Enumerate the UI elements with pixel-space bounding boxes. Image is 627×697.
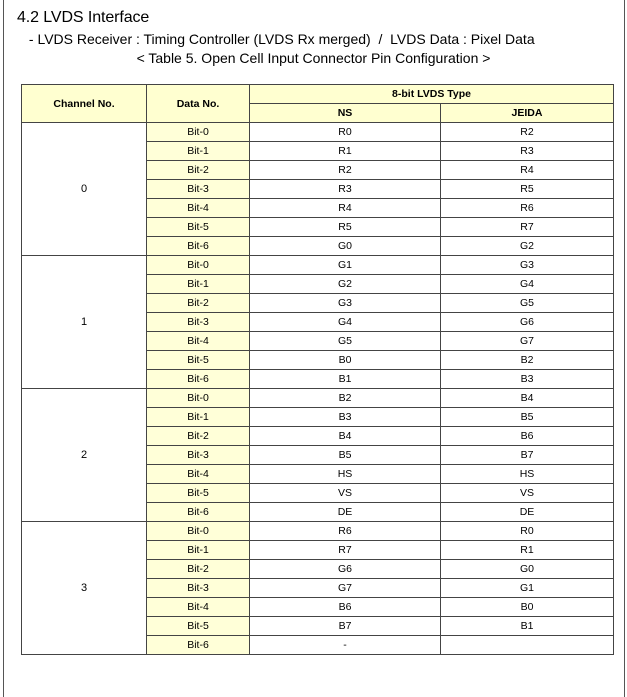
jeida-value-cell: B5 [441, 408, 614, 427]
table-row [22, 522, 614, 541]
channel-number-cell: 0 [22, 123, 147, 256]
jeida-value-cell: DE [441, 503, 614, 522]
ns-value-cell: B6 [250, 598, 441, 617]
jeida-value-cell: R0 [441, 522, 614, 541]
data-bit-cell: Bit-1 [147, 541, 250, 560]
jeida-value-cell: B0 [441, 598, 614, 617]
jeida-value-cell: R4 [441, 161, 614, 180]
channel-number-cell: 2 [22, 389, 147, 522]
jeida-value-cell: R1 [441, 541, 614, 560]
jeida-value-cell: G2 [441, 237, 614, 256]
pin-configuration-table [21, 84, 614, 655]
data-bit-cell: Bit-1 [147, 142, 250, 161]
data-bit-cell: Bit-0 [147, 522, 250, 541]
data-bit-cell: Bit-5 [147, 218, 250, 237]
data-bit-cell: Bit-2 [147, 427, 250, 446]
jeida-value-cell: B3 [441, 370, 614, 389]
ns-value-cell: G4 [250, 313, 441, 332]
ns-value-cell: R7 [250, 541, 441, 560]
data-bit-cell: Bit-0 [147, 389, 250, 408]
ns-value-cell: G1 [250, 256, 441, 275]
ns-value-cell: VS [250, 484, 441, 503]
ns-value-cell: R2 [250, 161, 441, 180]
jeida-value-cell: VS [441, 484, 614, 503]
jeida-value-cell: G1 [441, 579, 614, 598]
data-bit-cell: Bit-3 [147, 180, 250, 199]
table-row [22, 389, 614, 408]
jeida-value-cell: G4 [441, 275, 614, 294]
ns-value-cell: R4 [250, 199, 441, 218]
table-body [22, 123, 614, 655]
ns-value-cell: B7 [250, 617, 441, 636]
data-bit-cell: Bit-5 [147, 617, 250, 636]
data-bit-cell: Bit-6 [147, 370, 250, 389]
ns-value-cell: DE [250, 503, 441, 522]
jeida-value-cell: R3 [441, 142, 614, 161]
table-caption: < Table 5. Open Cell Input Connector Pin Configuration > [136, 50, 491, 66]
ns-value-cell: B4 [250, 427, 441, 446]
jeida-value-cell: R6 [441, 199, 614, 218]
ns-value-cell: - [250, 636, 441, 655]
data-bit-cell: Bit-6 [147, 237, 250, 256]
ns-value-cell: B2 [250, 389, 441, 408]
jeida-value-cell: B2 [441, 351, 614, 370]
data-bit-cell: Bit-0 [147, 123, 250, 142]
jeida-value-cell: HS [441, 465, 614, 484]
ns-value-cell: R1 [250, 142, 441, 161]
ns-value-cell: R5 [250, 218, 441, 237]
ns-value-cell: B3 [250, 408, 441, 427]
data-bit-cell: Bit-5 [147, 484, 250, 503]
ns-value-cell: HS [250, 465, 441, 484]
jeida-value-cell: B7 [441, 446, 614, 465]
jeida-value-cell: G5 [441, 294, 614, 313]
section-subtitle: - LVDS Receiver : Timing Controller (LVDS Rx merged) / LVDS Data : Pixel Data [25, 31, 535, 47]
ns-value-cell: G6 [250, 560, 441, 579]
data-bit-cell: Bit-2 [147, 161, 250, 180]
ns-value-cell: G5 [250, 332, 441, 351]
jeida-value-cell: G3 [441, 256, 614, 275]
channel-number-cell: 1 [22, 256, 147, 389]
data-bit-cell: Bit-6 [147, 636, 250, 655]
data-bit-cell: Bit-4 [147, 598, 250, 617]
data-bit-cell: Bit-3 [147, 579, 250, 598]
jeida-value-cell: G0 [441, 560, 614, 579]
data-bit-cell: Bit-3 [147, 446, 250, 465]
data-bit-cell: Bit-1 [147, 408, 250, 427]
jeida-value-cell [441, 636, 614, 655]
table-row [22, 123, 614, 142]
jeida-value-cell: B4 [441, 389, 614, 408]
ns-value-cell: G2 [250, 275, 441, 294]
header-lvds-type: 8-bit LVDS Type [250, 85, 614, 104]
ns-value-cell: G0 [250, 237, 441, 256]
header-ns: NS [250, 104, 441, 123]
data-bit-cell: Bit-4 [147, 199, 250, 218]
jeida-value-cell: B1 [441, 617, 614, 636]
jeida-value-cell: B6 [441, 427, 614, 446]
ns-value-cell: B5 [250, 446, 441, 465]
data-bit-cell: Bit-5 [147, 351, 250, 370]
data-bit-cell: Bit-6 [147, 503, 250, 522]
channel-number-cell: 3 [22, 522, 147, 655]
data-bit-cell: Bit-3 [147, 313, 250, 332]
jeida-value-cell: G7 [441, 332, 614, 351]
section-title: 4.2 LVDS Interface [17, 9, 150, 26]
header-data-no: Data No. [147, 85, 250, 123]
table-row [22, 256, 614, 275]
data-bit-cell: Bit-4 [147, 465, 250, 484]
data-bit-cell: Bit-4 [147, 332, 250, 351]
header-channel-no: Channel No. [22, 85, 147, 123]
data-bit-cell: Bit-0 [147, 256, 250, 275]
jeida-value-cell: R7 [441, 218, 614, 237]
jeida-value-cell: G6 [441, 313, 614, 332]
ns-value-cell: R0 [250, 123, 441, 142]
jeida-value-cell: R5 [441, 180, 614, 199]
data-bit-cell: Bit-1 [147, 275, 250, 294]
data-bit-cell: Bit-2 [147, 560, 250, 579]
header-jeida: JEIDA [441, 104, 614, 123]
ns-value-cell: G7 [250, 579, 441, 598]
ns-value-cell: R6 [250, 522, 441, 541]
data-bit-cell: Bit-2 [147, 294, 250, 313]
ns-value-cell: B1 [250, 370, 441, 389]
ns-value-cell: G3 [250, 294, 441, 313]
ns-value-cell: R3 [250, 180, 441, 199]
ns-value-cell: B0 [250, 351, 441, 370]
jeida-value-cell: R2 [441, 123, 614, 142]
